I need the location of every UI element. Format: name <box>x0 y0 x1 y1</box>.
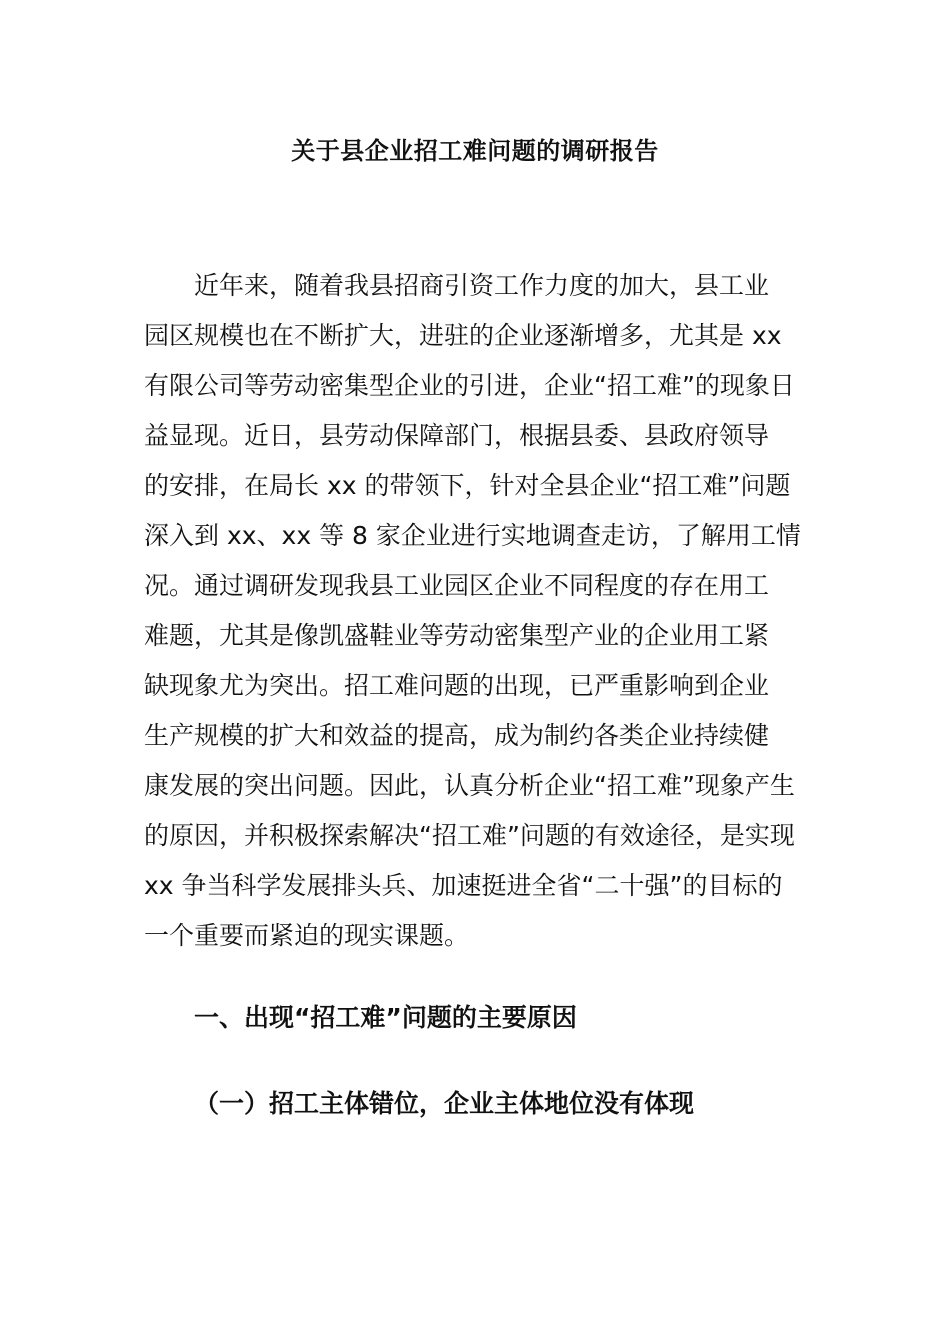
paragraph-line: 园区规模也在不断扩大，进驻的企业逐渐增多，尤其是 xx <box>144 321 782 350</box>
section-heading: 一、出现“招工难”问题的主要原因 <box>194 1003 577 1032</box>
paragraph-line: 康发展的突出问题。因此，认真分析企业“招工难”现象产生 <box>144 771 795 800</box>
subsection-heading: （一）招工主体错位，企业主体地位没有体现 <box>194 1089 695 1118</box>
paragraph-line: 有限公司等劳动密集型企业的引进，企业“招工难”的现象日 <box>144 371 795 400</box>
paragraph-line: 一个重要而紧迫的现实课题。 <box>144 921 470 950</box>
paragraph-line: 益显现。近日，县劳动保障部门，根据县委、县政府领导 <box>144 421 770 450</box>
paragraph-line: 生产规模的扩大和效益的提高，成为制约各类企业持续健 <box>144 721 770 750</box>
document-title: 关于县企业招工难问题的调研报告 <box>291 137 659 165</box>
paragraph-line: 难题，尤其是像凯盛鞋业等劳动密集型产业的企业用工紧 <box>144 621 770 650</box>
paragraph-line: 缺现象尤为突出。招工难问题的出现，已严重影响到企业 <box>144 671 770 700</box>
paragraph-line: xx 争当科学发展排头兵、加速挺进全省“二十强”的目标的 <box>144 871 783 900</box>
paragraph-line: 况。通过调研发现我县工业园区企业不同程度的存在用工 <box>144 571 770 600</box>
paragraph-line: 近年来，随着我县招商引资工作力度的加大，县工业 <box>194 271 770 300</box>
paragraph-line: 深入到 xx、xx 等 8 家企业进行实地调查走访，了解用工情 <box>144 521 801 550</box>
intro-paragraph <box>144 266 806 966</box>
paragraph-line: 的原因，并积极探索解决“招工难”问题的有效途径，是实现 <box>144 821 795 850</box>
paragraph-line: 的安排，在局长 xx 的带领下，针对全县企业“招工难”问题 <box>144 471 791 500</box>
